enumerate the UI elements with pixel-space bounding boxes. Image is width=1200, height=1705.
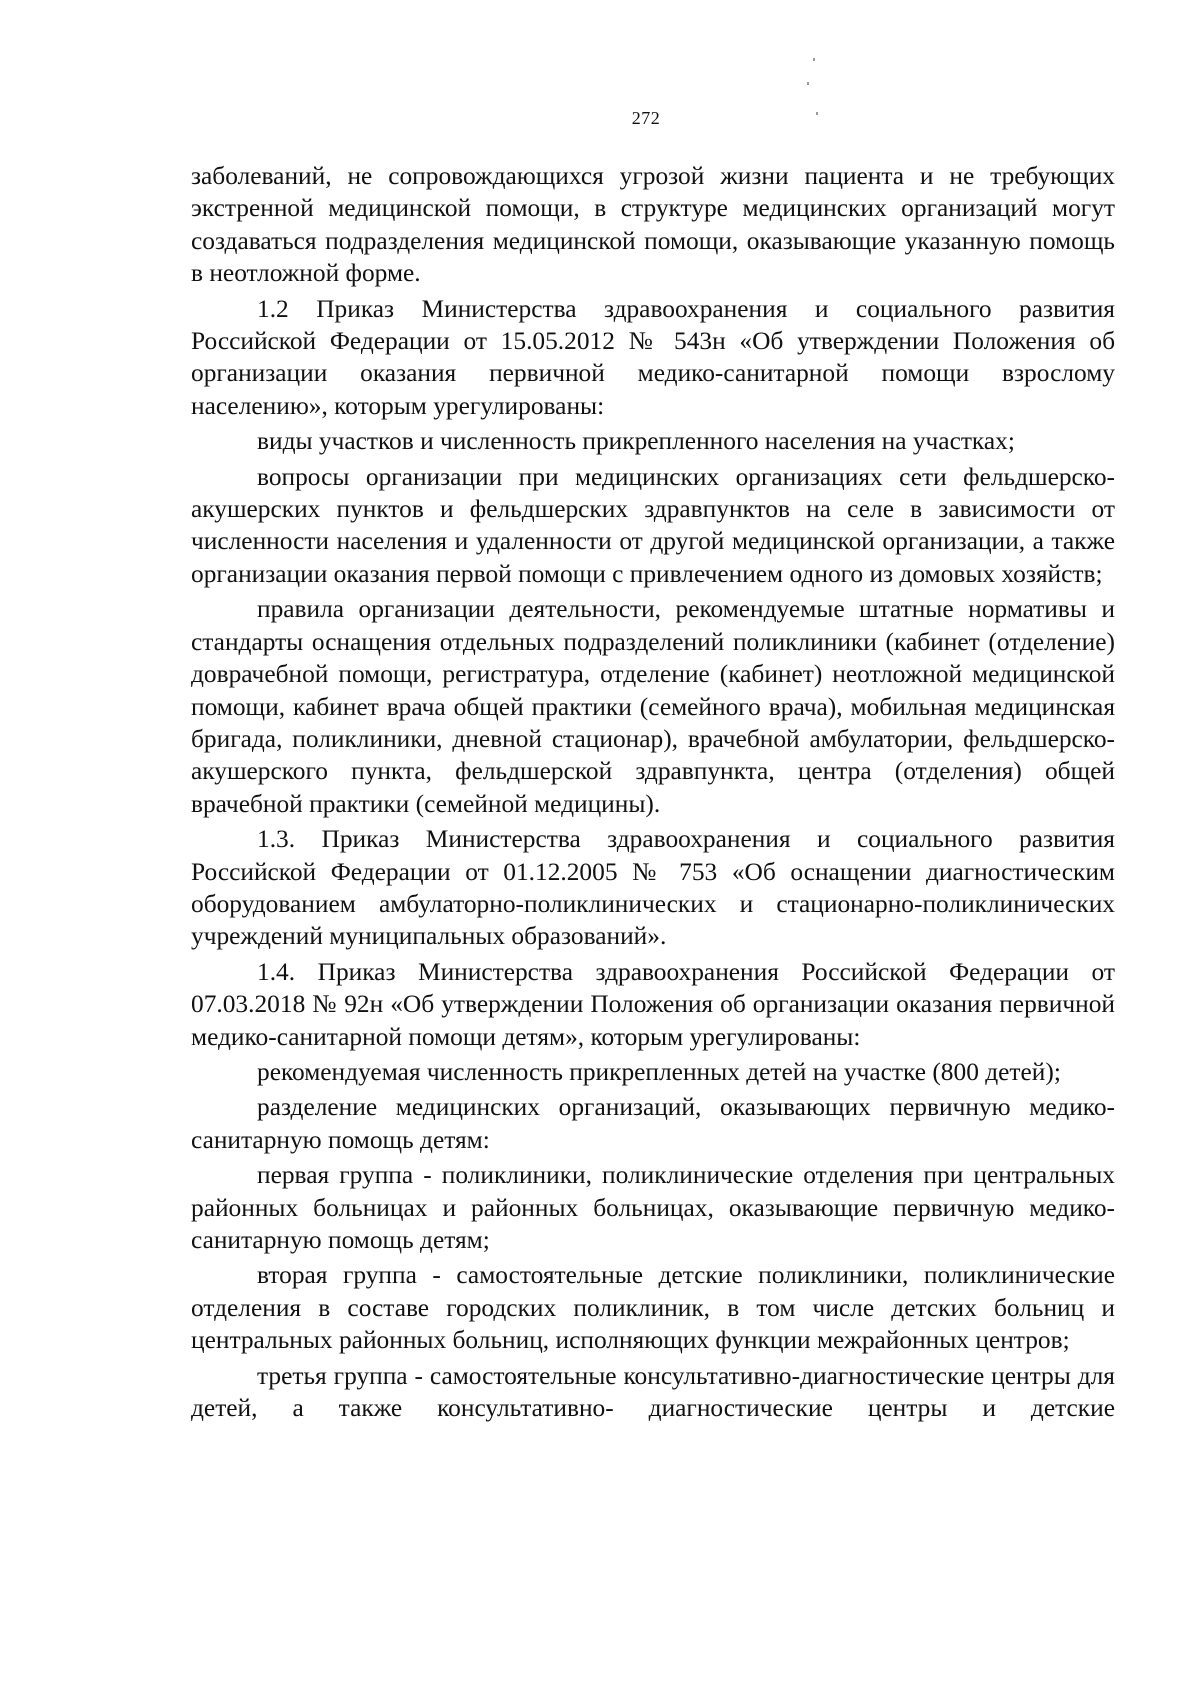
paragraph: 1.3. Приказ Министерства здравоохранения и социального развития Российской Федерации от 01.12.2005 № 753 «Об оснащении диагностическим оборудованием амбулаторно-поликлинических и стационарно-поликлинических учреждений муниципальных образований». [191, 825, 1115, 951]
paragraph: 1.2 Приказ Министерства здравоохранения и социального развития Российской Федерации от 15.05.2012 № 543н «Об утверждении Положения об организации оказания первичной медико-санитарной помощи взрослому населению», которым урегулированы: [191, 294, 1115, 420]
list-item: вторая группа - самостоятельные детские поликлиники, поликлинические отделения в составе городских поликлиник, в том числе детских больниц и центральных районных больниц, исполняющих функции межрайонных центров; [191, 1261, 1115, 1355]
list-item: вопросы организации при медицинских организациях сети фельдшерско-акушерских пунктов и фельдшерских здравпунктов на селе в зависимости от численности населения и удаленности от другой медицинской организации, а также организации оказания первой помощи с привлечением одного из домовых хозяйств; [191, 462, 1115, 588]
paragraph: заболеваний, не сопровождающихся угрозой жизни пациента и не требующих экстренной медицинской помощи, в структуре медицинских организаций могут создаваться подразделения медицинской помощи, оказывающие указанную помощь в неотложной форме. [191, 162, 1115, 288]
list-item: первая группа - поликлиники, поликлинические отделения при центральных районных больницах и районных больницах, оказывающие первичную медико-санитарную помощь детям; [191, 1161, 1115, 1254]
paragraph: 1.4. Приказ Министерства здравоохранения Российской Федерации от 07.03.2018 № 92н «Об утверждении Положения об организации оказания первичной медико-санитарной помощи детям», которым урегулированы: [191, 957, 1115, 1051]
scan-artifact [807, 82, 809, 85]
list-item: разделение медицинских организаций, оказывающих первичную медико-санитарную помощь детям: [191, 1093, 1115, 1154]
scan-artifact [813, 58, 815, 61]
list-item: правила организации деятельности, рекомендуемые штатные нормативы и стандарты оснащения отдельных подразделений поликлиники (кабинет (отделение) доврачебной помощи, регистратура, отделение (кабинет) неотложной медицинской помощи, кабинет врача общей практики (семейного врача), мобильная медицинская бригада, поликлиники, дневной стационар), врачебной амбулатории, фельдшерско-акушерского пункта, фельдшерской здравпункта, центра (отделения) общей врачебной практики (семейной медицины). [191, 595, 1115, 818]
list-item: третья группа - самостоятельные консультативно-диагностические центры для детей, а также консультативно- диагностические центры и детские [191, 1361, 1115, 1423]
document-body [191, 160, 1115, 1424]
list-item: рекомендуемая численность прикрепленных детей на участке (800 детей); [257, 1057, 1061, 1086]
page-number: 272 [631, 108, 661, 128]
list-item: виды участков и численность прикрепленного населения на участках; [257, 427, 1015, 456]
